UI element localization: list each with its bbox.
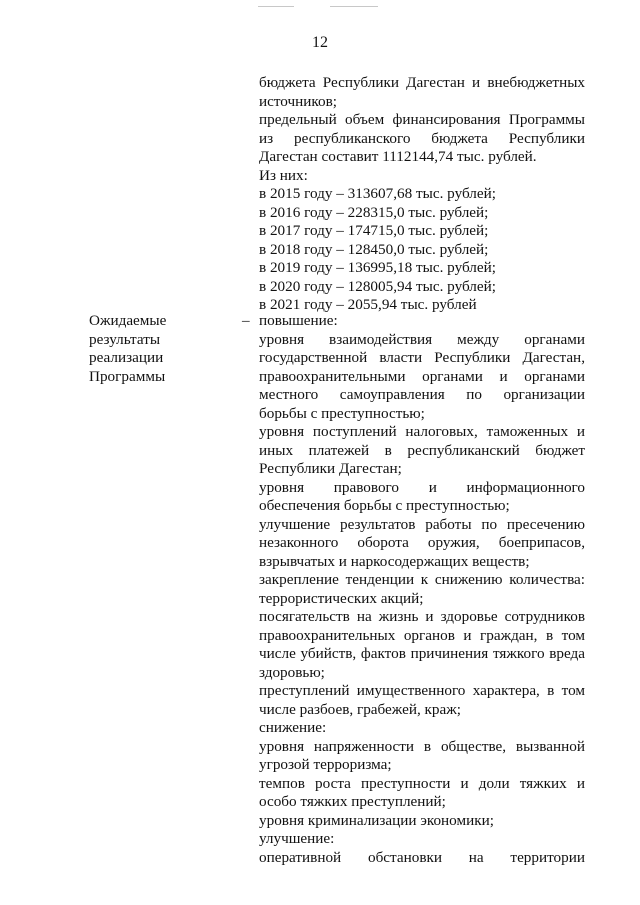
- text-line: в 2016 году – 228315,0 тыс. рублей;: [259, 203, 489, 221]
- text-line: в 2018 году – 128450,0 тыс. рублей;: [259, 240, 489, 258]
- text-line: повышение:: [259, 312, 338, 329]
- text-line: государственной власти Республики Дагестан,: [259, 349, 585, 366]
- text-line: особо тяжких преступлений;: [259, 793, 446, 810]
- text-line: темпов роста преступности и доли тяжких и: [259, 774, 585, 792]
- text-line: уровня криминализации экономики;: [259, 811, 494, 829]
- results-text-block: [259, 312, 585, 867]
- text-line: обеспечения борьбы с преступностью;: [259, 497, 510, 514]
- text-line: Республики Дагестан;: [259, 460, 402, 477]
- text-line: закрепление тенденции к снижению количества:: [259, 571, 585, 588]
- text-line: преступлений имущественного характера, в том: [259, 682, 585, 699]
- text-line: посягательств на жизнь и здоровье сотрудников: [259, 608, 585, 625]
- text-line: оперативной обстановки на территории: [259, 848, 585, 866]
- text-line: предельный объем финансирования Программы: [259, 111, 585, 128]
- text-line: улучшение:: [259, 830, 335, 847]
- scan-mark: [258, 6, 294, 7]
- text-line: угрозой терроризма;: [259, 756, 392, 773]
- text-line: в 2015 году – 313607,68 тыс. рублей;: [259, 185, 496, 202]
- text-line: террористических акций;: [259, 589, 424, 607]
- text-line: местного самоуправления по организации: [259, 386, 585, 403]
- text-line: в 2019 году – 136995,18 тыс. рублей;: [259, 259, 496, 276]
- text-line: взрывчатых и наркосодержащих веществ;: [259, 552, 530, 570]
- text-line: числе разбоев, грабежей, краж;: [259, 700, 461, 718]
- page-number: 12: [312, 34, 328, 51]
- text-line: иных платежей в республиканский бюджет: [259, 441, 585, 459]
- results-dash: –: [242, 312, 250, 329]
- results-label-line: реализации: [89, 349, 164, 366]
- funding-text-block: [259, 74, 585, 315]
- text-line: бюджета Республики Дагестан и внебюджетных: [259, 74, 585, 91]
- text-line: борьбы с преступностью;: [259, 404, 425, 422]
- text-line: уровня взаимодействия между органами: [259, 330, 585, 348]
- text-line: из республиканского бюджета Республики: [259, 129, 585, 147]
- results-label-line: Программы: [89, 367, 166, 385]
- text-line: правоохранительных органов и граждан, в том: [259, 626, 585, 644]
- text-line: улучшение результатов работы по пресечению: [259, 515, 585, 533]
- scan-mark: [330, 6, 378, 7]
- text-line: правоохранительными органами и органами: [259, 367, 585, 385]
- text-line: уровня поступлений налоговых, таможенных и: [259, 423, 585, 440]
- text-line: здоровью;: [259, 663, 325, 681]
- text-line: снижение:: [259, 719, 327, 736]
- text-line: источников;: [259, 92, 337, 110]
- text-line: в 2021 году – 2055,94 тыс. рублей: [259, 296, 477, 313]
- text-line: Дагестан составит 1112144,74 тыс. рублей.: [259, 148, 537, 165]
- text-line: в 2017 году – 174715,0 тыс. рублей;: [259, 222, 489, 239]
- results-label-line: результаты: [89, 330, 161, 348]
- results-label-line: Ожидаемые: [89, 312, 167, 329]
- text-line: в 2020 году – 128005,94 тыс. рублей;: [259, 277, 496, 295]
- text-line: незаконного оборота оружия, боеприпасов,: [259, 534, 585, 551]
- text-line: уровня правового и информационного: [259, 478, 585, 496]
- results-label: [89, 312, 209, 386]
- text-line: числе убийств, фактов причинения тяжкого вреда: [259, 645, 585, 662]
- text-line: Из них:: [259, 166, 308, 184]
- text-line: уровня напряженности в обществе, вызванной: [259, 737, 585, 755]
